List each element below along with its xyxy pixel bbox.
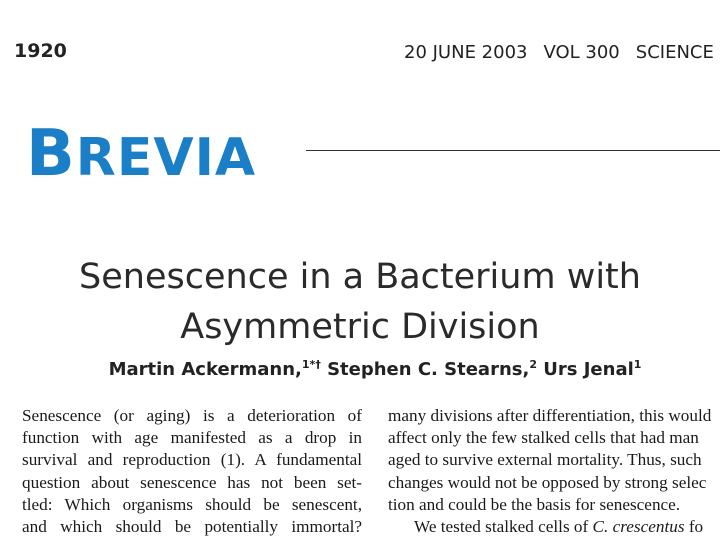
article-title	[0, 252, 720, 352]
body-line: question about senescence has not been set-	[22, 472, 362, 492]
body-line: tled: Which organisms should be senescent,	[22, 494, 362, 514]
body-line: many divisions after differentiation, this would	[388, 406, 712, 425]
body-line: function with age manifested as a drop in	[22, 428, 362, 448]
right-column-text	[388, 405, 720, 538]
body-line: and which should be potentially immortal?	[22, 517, 362, 537]
body-line: affect only the few stalked cells that had man	[388, 428, 699, 448]
body-line: tion and could be the basis for senescence.	[388, 494, 681, 514]
section-heading	[26, 117, 257, 191]
body-line: survival and reproduction (1). A fundamental	[22, 450, 362, 470]
author-2-affiliation: 2	[529, 358, 537, 371]
volume-number: VOL 300	[543, 42, 620, 63]
section-rest: REVIA	[75, 128, 257, 188]
issue-date: 20 JUNE 2003	[404, 42, 528, 63]
body-line: changes would not be opposed by strong selec	[388, 472, 707, 492]
author-3-affiliation: 1	[633, 358, 642, 371]
body-line-paragraph-start	[388, 516, 720, 538]
author-2: Stephen C. Stearns,	[320, 359, 530, 380]
author-list	[0, 358, 720, 380]
author-1-affiliation: 1*†	[301, 358, 321, 371]
left-column-text	[22, 405, 362, 538]
journal-name: SCIENCE	[635, 42, 714, 63]
body-text: fo	[684, 517, 704, 537]
body-line: aged to survive external mortality. Thus, such	[388, 450, 702, 470]
section-first-letter: B	[26, 117, 76, 191]
species-name: C. crescentus	[592, 517, 685, 537]
running-header	[404, 42, 720, 63]
title-line-2: Asymmetric Division	[180, 307, 540, 347]
page-number: 1920	[14, 40, 67, 62]
body-line: Senescence (or aging) is a deterioration of	[22, 406, 362, 425]
author-3: Urs Jenal	[536, 359, 634, 380]
title-line-1: Senescence in a Bacterium with	[79, 257, 641, 297]
header-rule	[306, 150, 720, 151]
body-text: We tested stalked cells of	[414, 517, 593, 537]
author-1: Martin Ackermann,	[108, 359, 302, 380]
